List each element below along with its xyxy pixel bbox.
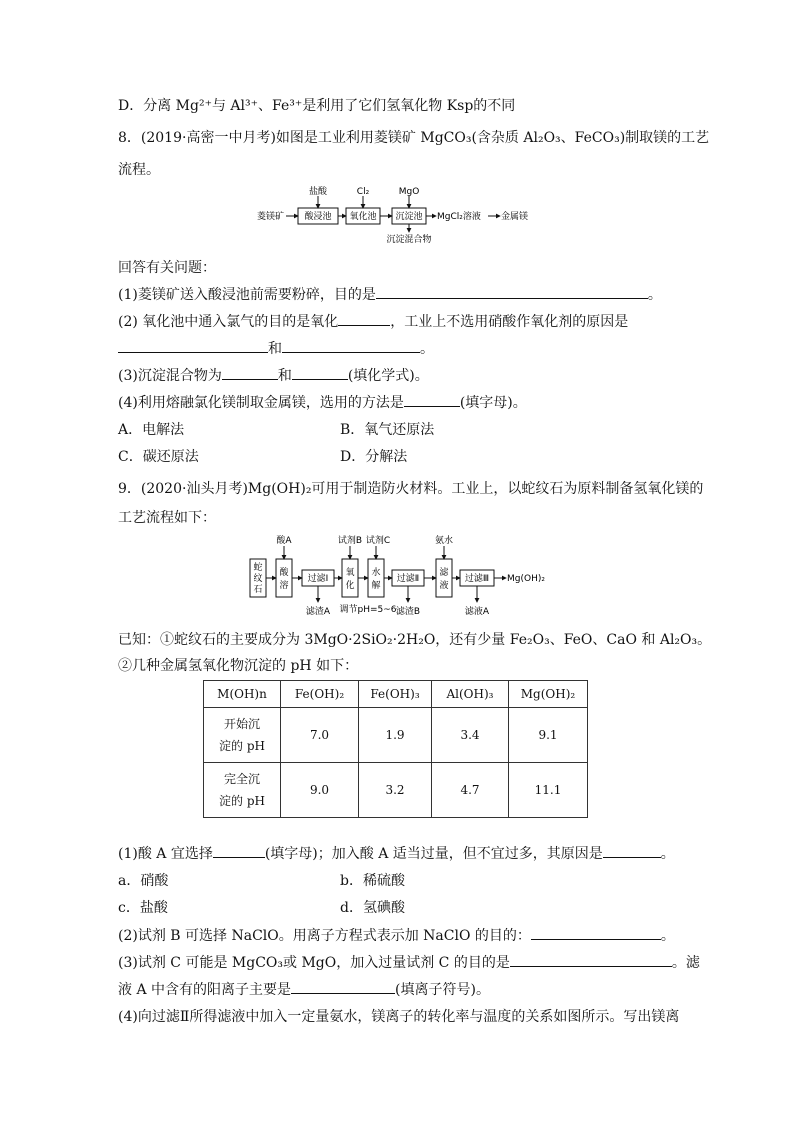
q9-option-a: a．硝酸 — [118, 873, 169, 889]
q8-part2-blank3[interactable] — [282, 338, 420, 353]
q9-option-d: d．氢碘酸 — [340, 900, 405, 916]
q9-flow-label-reagent-b: 试剂B — [337, 536, 363, 546]
q9-flow-box-hydrolyze — [371, 566, 380, 591]
ph-table-cell: 9.1 — [509, 708, 588, 763]
flow-box-char: 水 — [371, 568, 381, 578]
q8-option-d: D．分解法 — [340, 449, 408, 465]
q9-flow-label-ammonia: 氨水 — [434, 536, 454, 546]
q8-flow-start: 菱镁矿 — [257, 212, 285, 222]
q9-known1: 已知：①蛇纹石的主要成分为 3MgO·2SiO₂·2H₂O，还有少量 Fe₂O₃、FeO、CaO 和 Al₂O₃。 — [118, 632, 712, 648]
q9-part3: (3)试剂 C 可能是 MgCO₃或 MgO，加入过量试剂 C 的目的是 。滤 — [118, 952, 700, 973]
ph-table-header-4: Mg(OH)₂ — [509, 681, 588, 708]
q9-flow-label-residue-b: 滤渣B — [395, 607, 421, 617]
ph-table-cell: 1.9 — [359, 708, 432, 763]
q9-part2: (2)试剂 B 可选择 NaClO。用离子方程式表示加 NaClO 的目的： 。 — [118, 925, 675, 946]
q9-flow-label-residue-a: 滤渣A — [305, 607, 331, 617]
ph-table-cell: 11.1 — [509, 763, 588, 818]
flow-box-char: 滤 — [439, 568, 449, 578]
q8-stem-line1: 8．(2019·高密一中月考)如图是工业利用菱镁矿 MgCO₃(含杂质 Al₂O₃、FeCO₃)制取镁的工艺 — [118, 130, 710, 146]
q8-flow-end: 金属镁 — [501, 212, 529, 222]
q9-flow-diagram — [244, 532, 564, 622]
ph-table-header-0: M(OH)n — [204, 681, 281, 708]
q9-part3-cont: 液 A 中含有的阳离子主要是 (填离子符号)。 — [118, 979, 490, 1000]
q9-flow-label-ph: 调节pH=5~6 — [339, 605, 397, 615]
q9-part3-blank1[interactable] — [510, 952, 672, 967]
q9-part4: (4)向过滤Ⅱ所得滤液中加入一定量氨水，镁离子的转化率与温度的关系如图所示。写出镁离 — [118, 1009, 680, 1025]
q8-part3-blank1[interactable] — [222, 365, 278, 380]
q9-flow-label-filtrate-a: 滤液A — [464, 607, 490, 617]
ph-table-header-1: Fe(OH)₂ — [281, 681, 359, 708]
q8-option-a: A．电解法 — [118, 422, 185, 438]
q8-flow-box-acid: 酸浸池 — [304, 212, 332, 222]
q8-option-b: B．氧气还原法 — [340, 422, 435, 438]
flow-box-char: 蛇 — [253, 563, 263, 573]
q9-flow-box-filter1: 过滤Ⅰ — [307, 574, 329, 584]
q8-option-c: C．碳还原法 — [118, 449, 199, 465]
q8-flow-reagent-hcl: 盐酸 — [308, 187, 328, 197]
q8-part1-blank[interactable] — [376, 284, 648, 299]
q8-part1: (1)菱镁矿送入酸浸池前需要粉碎，目的是 。 — [118, 284, 662, 305]
q8-part2-blank2[interactable] — [118, 338, 268, 353]
q8-flow-after: MgCl₂溶液 — [437, 212, 481, 222]
q9-known2: ②几种金属氢氧化物沉淀的 pH 如下： — [118, 658, 359, 674]
ph-table-cell: 9.0 — [281, 763, 359, 818]
q9-flow-box-oxidize — [345, 566, 354, 591]
q8-part4: (4)利用熔融氯化镁制取金属镁，选用的方法是 (填字母)。 — [118, 392, 527, 413]
ph-table-row-start — [204, 708, 588, 763]
q9-stem-line2: 工艺流程如下： — [118, 510, 216, 526]
q8-flow-byproduct: 沉淀混合物 — [386, 235, 432, 245]
ph-table-row-complete — [204, 763, 588, 818]
q8-part3: (3)沉淀混合物为 和 (填化学式)。 — [118, 365, 429, 386]
ph-table — [203, 680, 588, 818]
q9-part3-blank2[interactable] — [291, 979, 395, 994]
q8-flow-box-settle: 沉淀池 — [395, 212, 423, 222]
flow-box-char: 石 — [253, 585, 263, 595]
ph-table-cell: 3.2 — [359, 763, 432, 818]
q9-flow-box-filter3: 过滤Ⅲ — [464, 574, 490, 584]
q9-flow-box-filter2: 过滤Ⅱ — [396, 574, 420, 584]
flow-box-char: 液 — [439, 581, 449, 591]
flow-box-char: 化 — [345, 581, 355, 591]
ph-table-header-row — [204, 681, 588, 708]
q8-flow-reagent-mgo: MgO — [398, 187, 420, 197]
q9-option-c: c．盐酸 — [118, 900, 168, 916]
q8-flow-diagram — [250, 182, 550, 248]
ph-table-row-label: 开始沉 淀的 pH — [204, 708, 281, 763]
ph-table-row-label: 完全沉 淀的 pH — [204, 763, 281, 818]
ph-table-cell: 3.4 — [432, 708, 509, 763]
q8-part4-blank[interactable] — [404, 392, 460, 407]
q8-flow-reagent-cl2: Cl₂ — [356, 187, 370, 197]
q9-stem-line1: 9．(2020·汕头月考)Mg(OH)₂可用于制造防火材料。工业上，以蛇纹石为原料制备氢氧化镁的 — [118, 481, 704, 497]
q9-flow-label-acid: 酸A — [276, 536, 292, 546]
q8-part3-blank2[interactable] — [292, 365, 348, 380]
ph-table-header-3: Al(OH)₃ — [432, 681, 509, 708]
q9-part1-blank2[interactable] — [603, 843, 661, 858]
q9-part1-blank1[interactable] — [213, 843, 265, 858]
q8-stem-line2: 流程。 — [118, 162, 160, 178]
q9-flow-start-chars — [253, 561, 262, 595]
ph-table-cell: 7.0 — [281, 708, 359, 763]
q8-part2-cont: 和 。 — [118, 338, 434, 359]
q7-option-d: D．分离 Mg²⁺与 Al³⁺、Fe³⁺是利用了它们氢氧化物 Ksp的不同 — [118, 98, 516, 114]
flow-box-char: 酸 — [279, 568, 289, 578]
flow-box-char: 氧 — [345, 568, 355, 578]
ph-table-header-2: Fe(OH)₃ — [359, 681, 432, 708]
q9-flow-box-dissolve — [279, 566, 289, 591]
q8-intro: 回答有关问题： — [118, 260, 216, 276]
q8-flow-box-oxidize: 氧化池 — [349, 212, 377, 222]
q9-part1: (1)酸 A 宜选择 (填字母)；加入酸 A 适当过量，但不宜过多，其原因是 。 — [118, 843, 675, 864]
flow-box-char: 解 — [371, 581, 381, 591]
flow-box-char: 纹 — [253, 574, 263, 584]
q8-part2: (2) 氧化池中通入氯气的目的是氧化 ，工业上不选用硝酸作氧化剂的原因是 — [118, 311, 628, 332]
q9-flow-box-filtrate — [439, 566, 449, 591]
q9-flow-label-reagent-c: 试剂C — [365, 536, 391, 546]
q9-part2-blank[interactable] — [531, 925, 661, 940]
q9-flow-product: Mg(OH)₂ — [507, 574, 545, 584]
ph-table-cell: 4.7 — [432, 763, 509, 818]
q9-option-b: b．稀硫酸 — [340, 873, 405, 889]
q8-part2-blank1[interactable] — [338, 311, 390, 326]
flow-box-char: 溶 — [279, 581, 289, 591]
